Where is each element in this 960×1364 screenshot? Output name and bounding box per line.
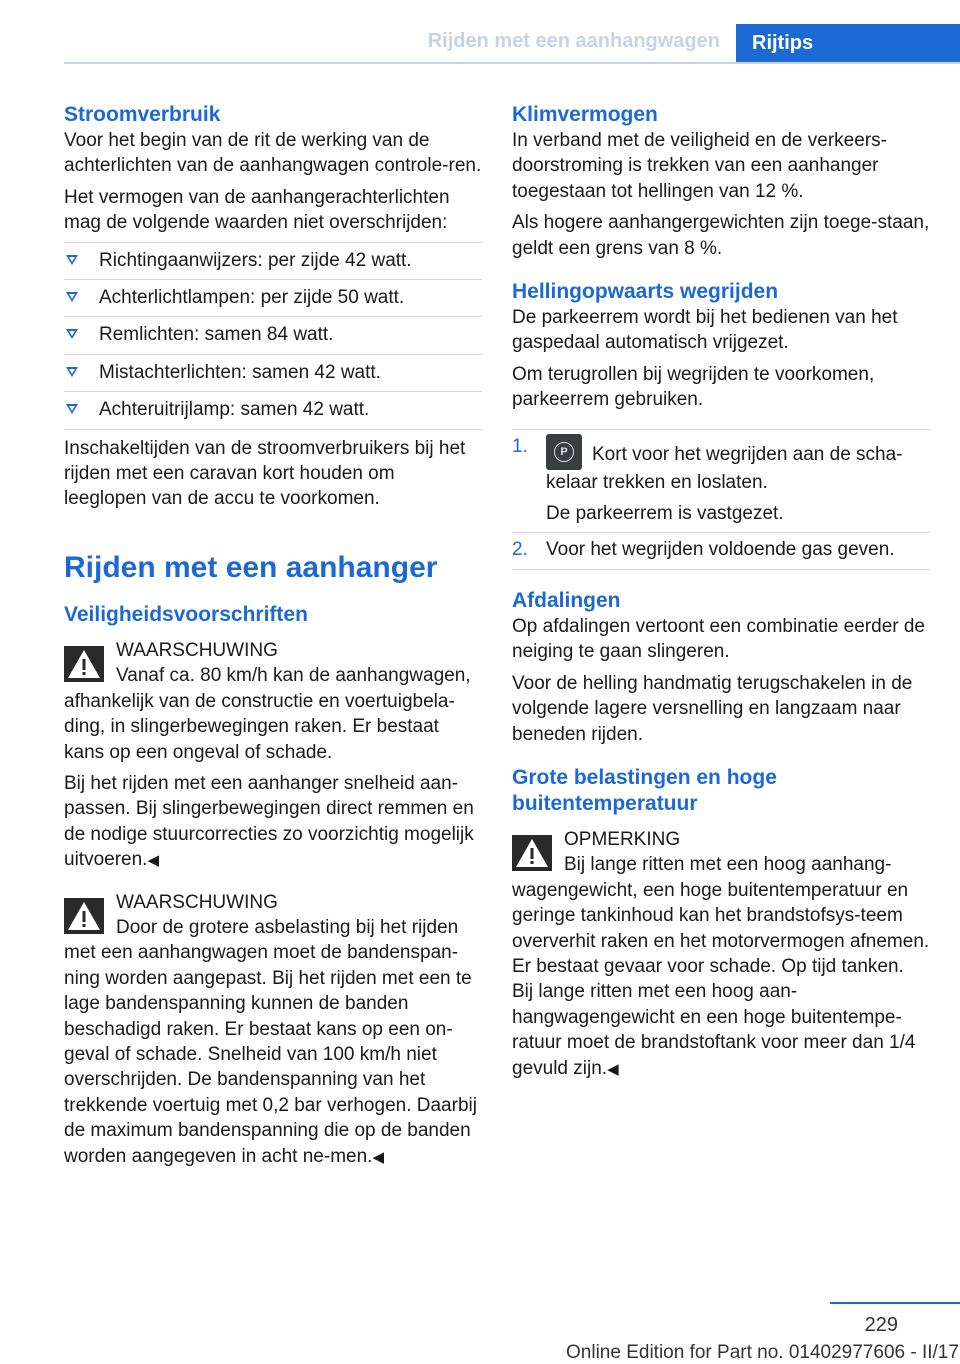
- paragraph: Door de grotere asbelasting bij het rijden met een aanhangwagen moet de bandenspan-ning worden aangepast. Bij het rijden met een te lage bandenspanning kunnen de banden beschadigd raken. Er bestaat kans op een on-geval of schade. Snelheid van 100 km/h niet overschrijden. De bandenspanning van het trekkende voertuig met 0,2 bar verhogen. Daarbij de maximum bandenspanning die op de banden worden aangegeven in acht ne-men.◀: [64, 916, 477, 1167]
- step-number: 2.: [512, 539, 528, 561]
- warning-triangle-icon: [64, 898, 104, 934]
- warning-block-2: [64, 890, 482, 1170]
- right-column: [512, 102, 930, 1088]
- triangle-bullet-icon: [66, 404, 78, 414]
- step-number: 1.: [512, 435, 528, 457]
- paragraph: Op afdalingen vertoont een combinatie eerder de neiging te gaan slingeren.: [512, 615, 925, 663]
- lamp-power-list: [64, 242, 482, 430]
- left-column: [64, 102, 482, 1176]
- header-chapter-tab: Rijtips: [736, 24, 960, 62]
- paragraph: Voor de helling handmatig terugschakelen in de volgende lagere versnelling en langzaam naar beneden rijden.: [512, 672, 913, 745]
- paragraph: Bij het rijden met een aanhanger snelheid aan-passen. Bij slingerbewegingen direct remmen en de nodige stuurcorrecties zo voorzichtig mogelijk uitvoeren.◀: [64, 772, 474, 871]
- heading-veiligheidsvoorschriften: Veiligheidsvoorschriften: [64, 602, 308, 626]
- steps-list: [512, 429, 930, 570]
- triangle-bullet-icon: [66, 329, 78, 339]
- heading-afdalingen: Afdalingen: [512, 588, 621, 612]
- end-mark: ◀: [607, 1060, 619, 1078]
- footer-rule: [830, 1302, 960, 1304]
- paragraph: De parkeerrem wordt bij het bedienen van het gaspedaal automatisch vrijgezet.: [512, 307, 898, 354]
- note-label: OPMERKING: [564, 828, 681, 850]
- warning-label: WAARSCHUWING: [116, 639, 278, 661]
- paragraph: Inschakeltijden van de stroomverbruikers bij het rijden met een caravan kort houden om leeglopen van de accu te voorkomen.: [64, 437, 466, 510]
- list-item: Mistachterlichten: samen 42 watt.: [64, 354, 482, 391]
- list-item: Achteruitrijlamp: samen 42 watt.: [64, 391, 482, 429]
- paragraph: Als hogere aanhangergewichten zijn toege-staan, geldt een grens van 8 %.: [512, 212, 930, 259]
- list-item: 1. P Kort voor het wegrijden aan de scha-kelaar trekken en loslaten. De parkeerrem is vastgezet.: [512, 429, 930, 533]
- warning-triangle-icon: [64, 646, 104, 682]
- paragraph: In verband met de veiligheid en de verkeers-doorstroming is trekken van een aanhanger toegestaan tot hellingen van 12 %.: [512, 130, 887, 202]
- heading-hellingopwaarts: Hellingopwaarts wegrijden: [512, 280, 779, 304]
- parking-brake-icon: P: [546, 434, 582, 470]
- paragraph: Voor het begin van de rit de werking van de achterlichten van de aanhangwagen controle-ren.: [64, 130, 482, 177]
- heading-grote-belastingen: Grote belastingen en hoge buitentemperatuur: [512, 765, 777, 815]
- paragraph: Bij lange ritten met een hoog aanhang-wagengewicht, een hoge buitentemperatuur en geringe tankinhoud kan het brandstofsys-teem oververhit raken en het motorvermogen afnemen. Er bestaat gevaar voor schade. Op tijd tanken. Bij lange ritten met een hoog aan-hangwagengewicht en een hoge buitentempe-ratuur moet de brandstoftank voor meer dan 1/4 gevuld zijn.◀: [512, 854, 930, 1079]
- note-block: [512, 827, 930, 1082]
- header-section-title: Rijden met een aanhangwagen: [427, 30, 720, 52]
- list-item: Remlichten: samen 84 watt.: [64, 316, 482, 353]
- triangle-bullet-icon: [66, 367, 78, 377]
- heading-rijden-met-aanhanger: Rijden met een aanhanger: [64, 550, 438, 584]
- triangle-bullet-icon: [66, 255, 78, 265]
- triangle-bullet-icon: [66, 292, 78, 302]
- paragraph: Om terugrollen bij wegrijden te voorkomen, parkeerrem gebruiken.: [512, 363, 875, 411]
- step-result: De parkeerrem is vastgezet.: [546, 503, 784, 525]
- header-rule: [64, 62, 960, 64]
- list-item: Richtingaanwijzers: per zijde 42 watt.: [64, 242, 482, 279]
- heading-klimvermogen: Klimvermogen: [512, 103, 658, 126]
- warning-label: WAARSCHUWING: [116, 891, 278, 913]
- list-item: 2. Voor het wegrijden voldoende gas geven.: [512, 532, 930, 569]
- end-mark: ◀: [372, 1148, 384, 1166]
- end-mark: ◀: [147, 852, 159, 870]
- page-number: 229: [864, 1314, 898, 1336]
- warning-triangle-icon: [512, 835, 552, 871]
- warning-block-1: [64, 638, 482, 874]
- paragraph: Vanaf ca. 80 km/h kan de aanhangwagen, afhankelijk van de constructie en voertuigbela-ding, in slingerbewegingen raken. Er bestaat kans op een ongeval of schade.: [64, 665, 471, 763]
- heading-stroomverbruik: Stroomverbruik: [64, 103, 221, 126]
- paragraph: Het vermogen van de aanhangerachterlichten mag de volgende waarden niet overschrijden:: [64, 186, 450, 234]
- list-item: Achterlichtlampen: per zijde 50 watt.: [64, 279, 482, 316]
- footer-edition: Online Edition for Part no. 01402977606 - II/17: [566, 1342, 959, 1363]
